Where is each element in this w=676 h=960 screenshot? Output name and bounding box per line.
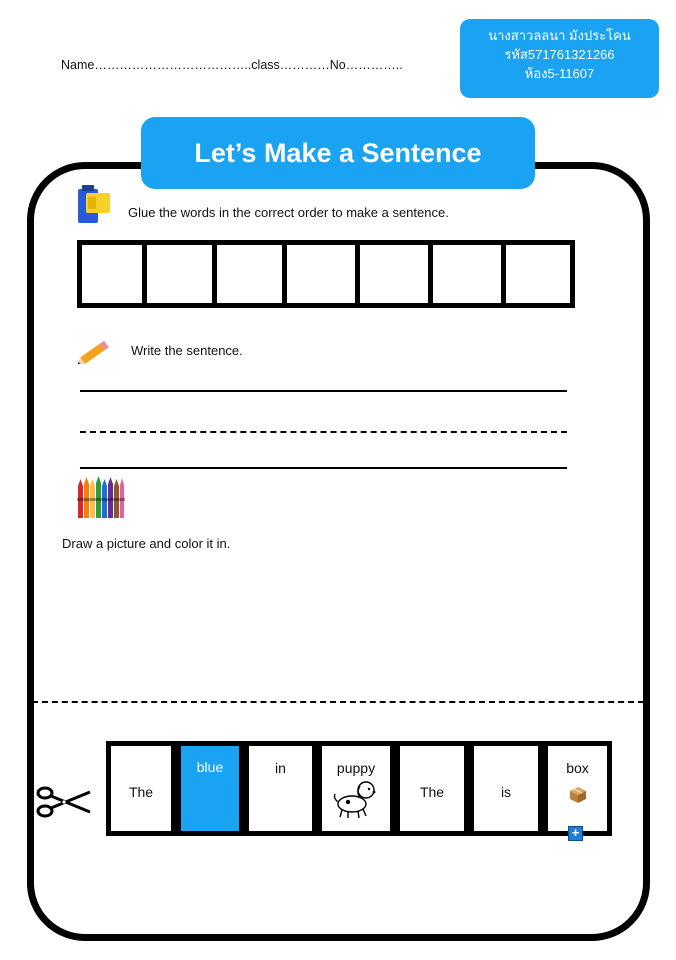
glue-box[interactable] [506, 240, 575, 308]
student-info-box [460, 19, 659, 98]
word-card-the-1[interactable] [106, 741, 176, 836]
writing-line-top[interactable] [80, 390, 567, 392]
glue-box[interactable] [147, 240, 217, 308]
write-instruction: Write the sentence. [131, 343, 243, 358]
word-card-box[interactable] [543, 741, 612, 836]
glue-stick-icon [76, 185, 112, 225]
plus-icon[interactable]: + [568, 826, 583, 841]
word-card-in[interactable] [244, 741, 317, 836]
draw-instruction: Draw a picture and color it in. [62, 536, 231, 551]
glue-box[interactable] [77, 240, 147, 308]
name-class-number-line: Name………………………………..class…………No………….. [61, 58, 403, 72]
glue-box[interactable] [433, 240, 506, 308]
page-title: Let’s Make a Sentence [141, 117, 535, 189]
pencil-icon [76, 335, 114, 369]
glue-box[interactable] [287, 240, 360, 308]
puppy-drawing-icon [330, 778, 382, 820]
crayons-icon [77, 476, 125, 518]
word-card-label: The [128, 784, 154, 800]
word-card-blue[interactable] [176, 741, 244, 836]
word-card-label: puppy [336, 760, 376, 776]
word-card-label: is [500, 784, 512, 800]
student-name: นางสาวลลนา มังประโคน [488, 28, 631, 43]
drawing-area[interactable] [60, 560, 620, 690]
student-id: รหัส571761321266 [504, 47, 615, 62]
writing-line-middle[interactable] [80, 431, 567, 433]
writing-line-bottom[interactable] [80, 467, 567, 469]
scissors-icon [36, 786, 92, 818]
glue-box-row [77, 240, 575, 308]
word-card-label: box [566, 760, 589, 776]
cut-line [32, 701, 644, 703]
glue-box[interactable] [360, 240, 433, 308]
package-icon [568, 786, 588, 804]
word-card-is[interactable] [469, 741, 543, 836]
student-room: ห้อง5-11607 [524, 66, 595, 81]
word-card-label: blue [196, 759, 224, 775]
glue-instruction: Glue the words in the correct order to make a sentence. [128, 205, 449, 220]
word-card-label: in [275, 760, 286, 776]
word-card-the-2[interactable] [395, 741, 469, 836]
word-card-puppy[interactable] [317, 741, 395, 836]
word-card-label: The [419, 784, 445, 800]
glue-box[interactable] [217, 240, 287, 308]
